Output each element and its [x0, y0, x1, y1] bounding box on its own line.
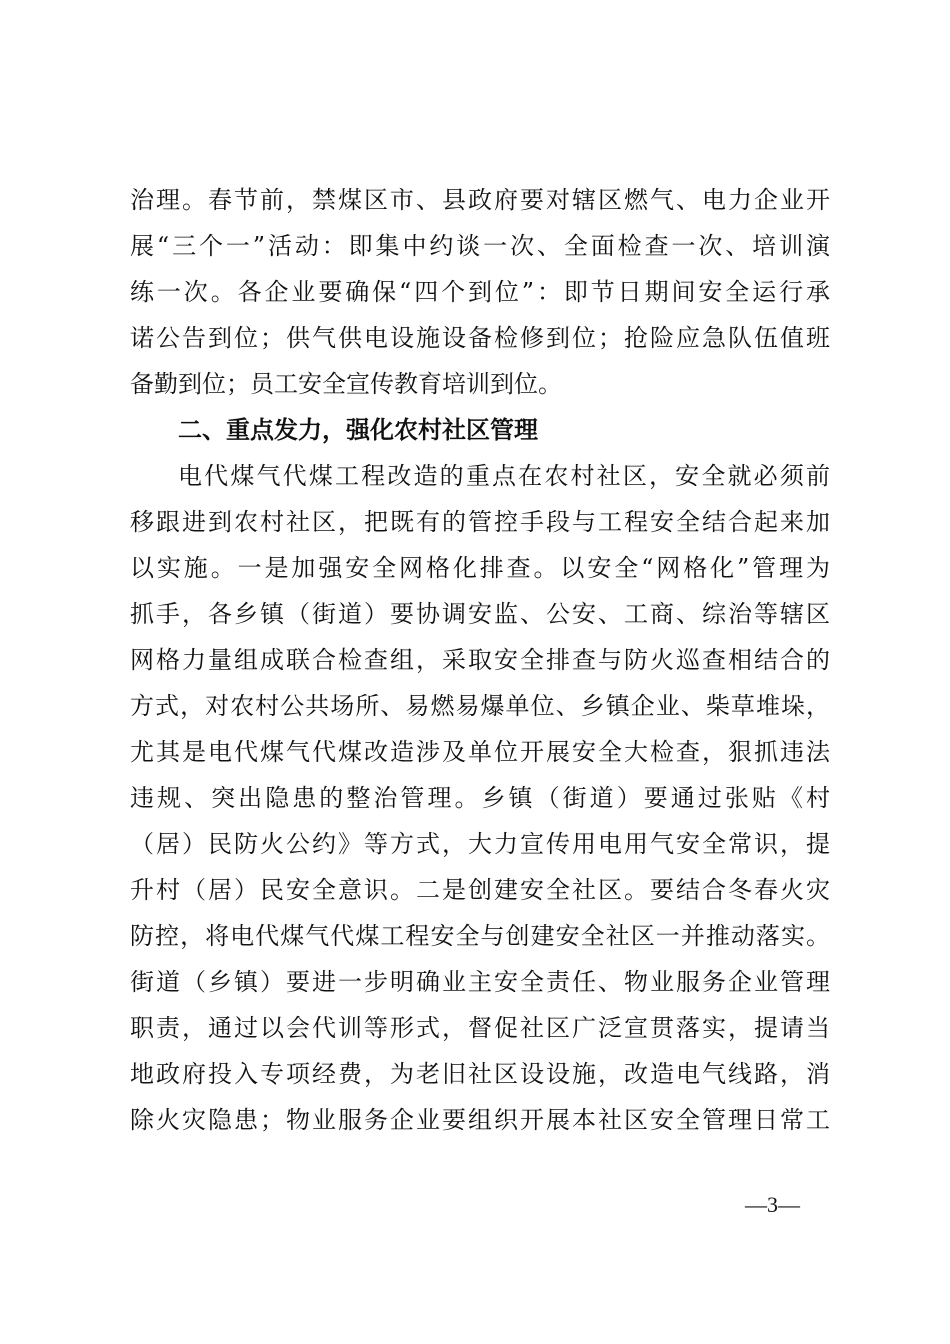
- text-line: 练一次。各企业要确保“四个到位”：即节日期间安全运行承: [130, 278, 830, 306]
- text-line: 以实施。一是加强安全网格化排查。以安全“网格化”管理为: [130, 554, 830, 582]
- text-line: 职责，通过以会代训等形式，督促社区广泛宣贯落实，提请当: [130, 1014, 830, 1042]
- text-line: 除火灾隐患；物业服务企业要组织开展本社区安全管理日常工: [130, 1106, 830, 1134]
- document-body: [130, 182, 830, 1148]
- text-line: 防控，将电代煤气代煤工程安全与创建安全社区一并推动落实。: [130, 922, 830, 950]
- text-line: 展“三个一”活动：即集中约谈一次、全面检查一次、培训演: [130, 232, 830, 260]
- text-line: 方式，对农村公共场所、易燃易爆单位、乡镇企业、柴草堆垛，: [130, 692, 830, 720]
- text-line: 电代煤气代煤工程改造的重点在农村社区，安全就必须前: [178, 462, 830, 490]
- text-line: 尤其是电代煤气代煤改造涉及单位开展安全大检查，狠抓违法: [130, 738, 830, 766]
- text-line: 街道（乡镇）要进一步明确业主安全责任、物业服务企业管理: [130, 968, 830, 996]
- page-number: —3—: [745, 1192, 800, 1217]
- text-line: 升村（居）民安全意识。二是创建安全社区。要结合冬春火灾: [130, 876, 830, 904]
- text-line: 备勤到位；员工安全宣传教育培训到位。: [130, 370, 562, 398]
- text-line: 违规、突出隐患的整治管理。乡镇（街道）要通过张贴《村: [130, 784, 830, 812]
- text-line: 治理。春节前，禁煤区市、县政府要对辖区燃气、电力企业开: [130, 186, 830, 214]
- text-line: 网格力量组成联合检查组，采取安全排查与防火巡查相结合的: [130, 646, 830, 674]
- text-line: 诺公告到位；供气供电设施设备检修到位；抢险应急队伍值班: [130, 324, 830, 352]
- text-line: 抓手，各乡镇（街道）要协调安监、公安、工商、综治等辖区: [130, 600, 830, 628]
- text-line: （居）民防火公约》等方式，大力宣传用电用气安全常识，提: [130, 830, 830, 858]
- section-heading: 二、重点发力，强化农村社区管理: [178, 415, 538, 444]
- text-line: 移跟进到农村社区，把既有的管控手段与工程安全结合起来加: [130, 508, 830, 536]
- text-line: 地政府投入专项经费，为老旧社区设设施，改造电气线路，消: [130, 1060, 830, 1088]
